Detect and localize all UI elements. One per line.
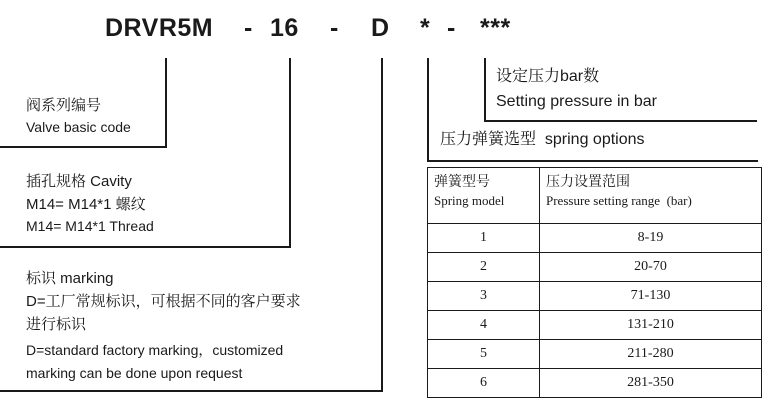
connector-series-horizontal (0, 146, 167, 148)
pressure-setting-zh: 设定压力bar数 (496, 68, 600, 85)
spring-model-cell: 1 (428, 224, 540, 253)
connector-series-vertical (165, 58, 167, 148)
pressure-range-cell: 71-130 (540, 282, 762, 311)
spring-model-cell: 5 (428, 340, 540, 369)
header-pressure-range (540, 168, 762, 224)
pressure-range-cell: 20-70 (540, 253, 762, 282)
spring-model-cell: 6 (428, 369, 540, 398)
header-spring-model-en: Spring model (434, 193, 505, 208)
spring-table-header-row (428, 168, 762, 224)
pressure-setting-en: Setting pressure in bar (496, 93, 657, 110)
connector-cavity-vertical (289, 58, 291, 248)
cavity-title: 插孔规格 Cavity (26, 173, 132, 190)
connector-marking-vertical (381, 58, 383, 392)
connector-spring-vertical (427, 58, 429, 162)
table-row (428, 311, 762, 340)
spring-model-cell: 3 (428, 282, 540, 311)
cavity-zh: M14= M14*1 螺纹 (26, 196, 146, 213)
code-part-pressure: *** (480, 14, 511, 42)
code-separator-1: - (244, 14, 253, 42)
code-part-cavity: 16 (270, 14, 299, 42)
code-separator-3: - (447, 14, 456, 42)
header-pressure-range-en: Pressure setting range (bar) (546, 193, 692, 208)
table-row (428, 369, 762, 398)
spring-table (427, 167, 762, 398)
table-row (428, 224, 762, 253)
connector-marking-horizontal (0, 390, 383, 392)
valve-code-zh: 阀系列编号 (26, 97, 102, 114)
pressure-range-cell: 281-350 (540, 369, 762, 398)
marking-en-line1: D=standard factory marking，customized (26, 342, 284, 358)
pressure-range-cell: 211-280 (540, 340, 762, 369)
code-part-spring: * (420, 14, 431, 42)
connector-spring-horizontal (427, 160, 758, 162)
marking-title: 标识 marking (26, 270, 114, 287)
code-part-series: DRVR5M (105, 14, 214, 42)
header-spring-model (428, 168, 540, 224)
code-part-marking: D (371, 14, 390, 42)
marking-zh-line1: D=工厂常规标识，可根据不同的客户要求 (26, 293, 301, 310)
spring-options-label: 压力弹簧选型 spring options (440, 131, 645, 148)
table-row (428, 282, 762, 311)
table-row (428, 340, 762, 369)
header-spring-model-zh: 弹簧型号 (434, 173, 490, 189)
pressure-range-cell: 131-210 (540, 311, 762, 340)
header-pressure-range-zh: 压力设置范围 (546, 173, 630, 189)
pressure-range-cell: 8-19 (540, 224, 762, 253)
cavity-en: M14= M14*1 Thread (26, 218, 154, 234)
table-row (428, 253, 762, 282)
valve-code-en: Valve basic code (26, 119, 131, 135)
code-separator-2: - (330, 14, 339, 42)
connector-cavity-horizontal (0, 246, 291, 248)
marking-zh-line2: 进行标识 (26, 316, 87, 333)
marking-en-line2: marking can be done upon request (26, 365, 243, 381)
spring-model-cell: 4 (428, 311, 540, 340)
connector-pressure-horizontal (484, 120, 757, 122)
connector-pressure-vertical (484, 58, 486, 122)
spring-model-cell: 2 (428, 253, 540, 282)
